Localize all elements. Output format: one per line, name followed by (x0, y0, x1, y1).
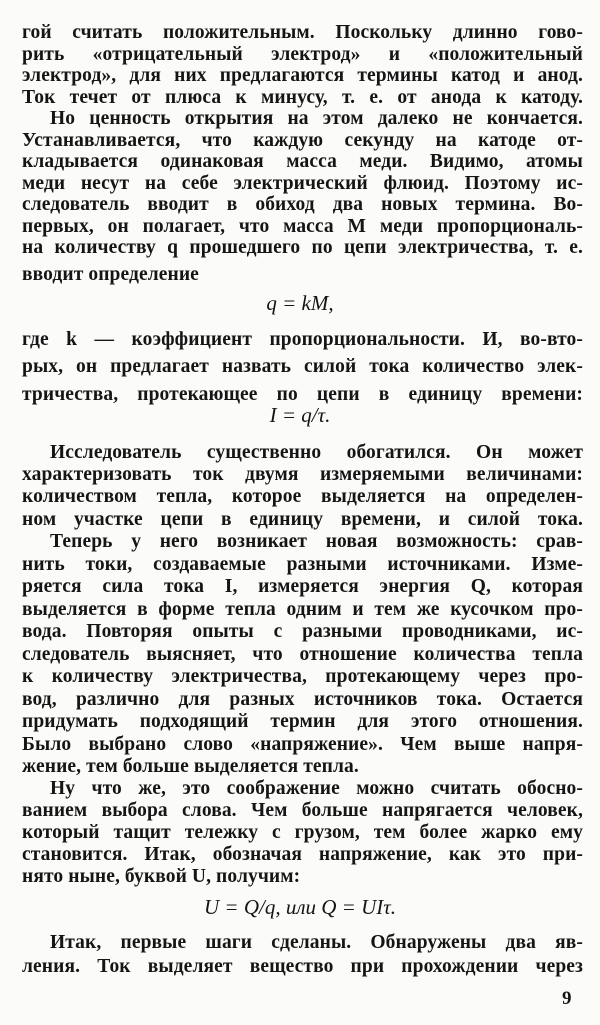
text-line: на количеству q прошедшего по цепи электричества, т. е. (22, 237, 583, 258)
text-line: вода. Повторяя опыты с разными проводниками, ис- (22, 621, 583, 642)
text-line: Ток течет от плюса к минусу, т. е. от анода к катоду. (22, 87, 583, 108)
text-line: придумать подходящий термин для этого отношения. (22, 711, 583, 732)
text-line: кладывается одинаковая масса меди. Видимо, атомы (22, 151, 583, 172)
text-line: нить токи, создаваемые разными источниками. Изме- (22, 554, 583, 575)
text-line: электрод», для них предлагаются термины катод и анод. (22, 65, 583, 86)
text-line: жение, тем больше выделяется тепла. (22, 756, 359, 777)
text-line: нято ныне, буквой U, получим: (22, 866, 301, 887)
text-line: Устанавливается, что каждую секунду на катоде от- (22, 130, 583, 151)
text-line: Было выбрано слово «напряжение». Чем выше напря- (22, 734, 583, 755)
text-line: тричества, протекающее по цепи в единицу времени: (22, 384, 583, 405)
text-line: Но ценность открытия на этом далеко не кончается. (50, 108, 583, 129)
text-line: Исследователь существенно обогатился. Он может (50, 442, 583, 463)
text-line: ряется сила тока I, измеряется энергия Q, которая (22, 576, 583, 597)
text-line: вод, различно для разных источников тока. Остается (22, 689, 583, 710)
text-line: рить «отрицательный электрод» и «положительный (22, 44, 583, 65)
text-line: Теперь у него возникает новая возможность: срав- (50, 531, 583, 552)
text-line: количеством тепла, которое выделяется на определен- (22, 486, 583, 507)
text-line: который тащит тележку с грузом, тем более жарко ему (22, 822, 583, 843)
text-line: становится. Итак, обозначая напряжение, как это при- (22, 844, 583, 865)
text-line: вводит определение (22, 264, 199, 285)
text-line: ном участке цепи в единицу времени, и силой тока. (22, 509, 583, 530)
text-line: следователь вводит в обиход два новых термина. Во- (22, 194, 583, 215)
formula: U = Q/q, или Q = UIτ. (203, 895, 396, 919)
text-line: меди несут на себе электрический флюид. Поэтому ис- (22, 173, 583, 194)
formula: I = q/τ. (269, 403, 331, 427)
text-line: первых, он полагает, что масса M меди пропорциональ- (22, 216, 583, 237)
text-line: Ну что же, это соображение можно считать обосно- (50, 778, 583, 799)
text-line: ванием выбора слова. Чем больше напрягается человек, (22, 800, 583, 821)
text-line: гой считать положительным. Поскольку длинно гово- (22, 22, 583, 43)
text-line: рых, он предлагает назвать силой тока количество элек- (22, 356, 583, 377)
text-line: характеризовать ток двумя измеряемыми величинами: (22, 464, 583, 485)
page-number: 9 (562, 988, 572, 1009)
text-line: следователь выясняет, что отношение количества тепла (22, 644, 583, 665)
formula: q = kM, (266, 291, 334, 315)
text-line: выделяется в форме тепла одним и тем же кусочком про- (22, 599, 583, 620)
text-line: где k — коэффициент пропорциональности. И, во-вто- (22, 329, 583, 350)
text-line: Итак, первые шаги сделаны. Обнаружены два яв- (50, 932, 583, 953)
text-line: к количеству электричества, протекающему через про- (22, 666, 583, 687)
text-line: ления. Ток выделяет вещество при прохождении через (22, 956, 583, 977)
